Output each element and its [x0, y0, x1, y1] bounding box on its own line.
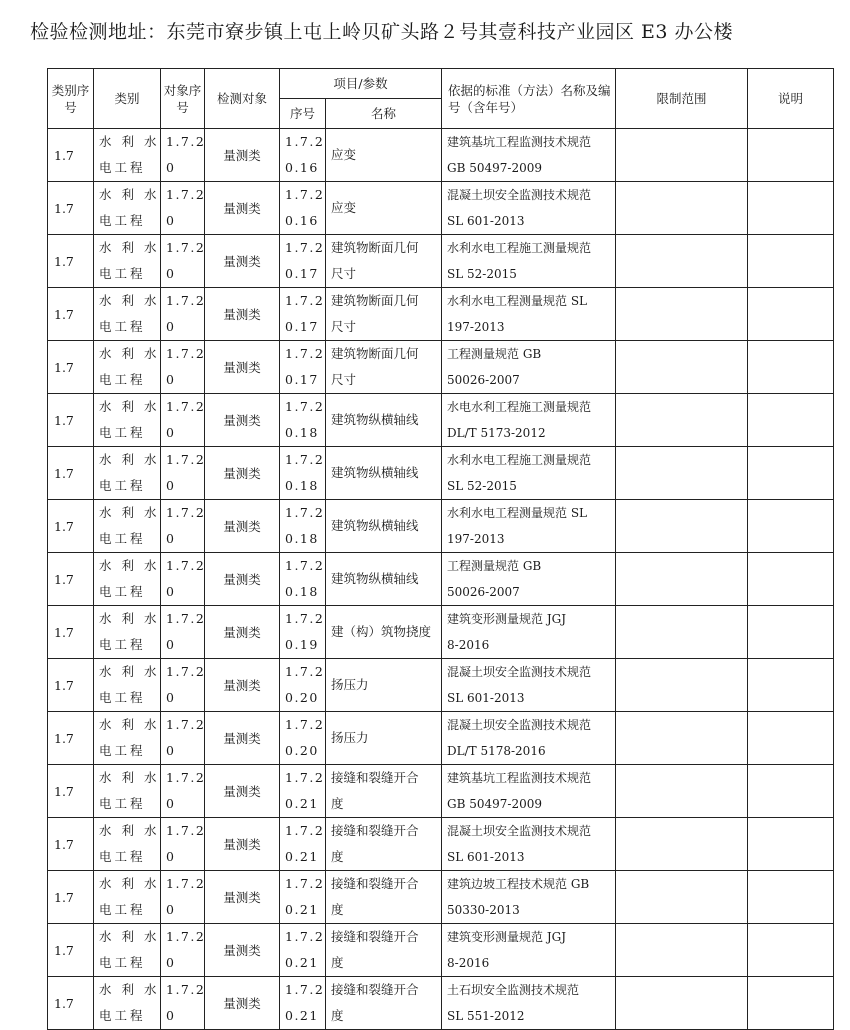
limit-cell [616, 341, 748, 394]
limit-cell [616, 606, 748, 659]
table-row [48, 765, 834, 818]
category-cell: 水 利 水 电工程 [94, 500, 161, 553]
note-cell [748, 288, 834, 341]
standard-cell: 混凝土坝安全监测技术规范 SL 601-2013 [442, 818, 616, 871]
header-object-seq: 对象序号 [161, 69, 205, 129]
limit-cell [616, 288, 748, 341]
object-seq-cell: 1.7.2 0 [161, 818, 205, 871]
object-cell: 量测类 [205, 235, 280, 288]
category-seq-cell: 1.7 [48, 818, 94, 871]
limit-cell [616, 871, 748, 924]
standard-cell: 混凝土坝安全监测技术规范 SL 601-2013 [442, 182, 616, 235]
table-row [48, 447, 834, 500]
object-cell: 量测类 [205, 712, 280, 765]
item-seq-cell: 1.7.2 0.16 [280, 129, 326, 182]
object-seq-cell: 1.7.2 0 [161, 182, 205, 235]
standard-cell: 建筑边坡工程技术规范 GB 50330-2013 [442, 871, 616, 924]
standard-cell: 建筑基坑工程监测技术规范 GB 50497-2009 [442, 129, 616, 182]
limit-cell [616, 182, 748, 235]
item-name-cell: 建筑物纵横轴线 [326, 553, 442, 606]
item-seq-cell: 1.7.2 0.21 [280, 765, 326, 818]
note-cell [748, 659, 834, 712]
note-cell [748, 553, 834, 606]
item-seq-cell: 1.7.2 0.17 [280, 341, 326, 394]
table-row [48, 924, 834, 977]
category-seq-cell: 1.7 [48, 871, 94, 924]
limit-cell [616, 818, 748, 871]
category-seq-cell: 1.7 [48, 341, 94, 394]
item-seq-cell: 1.7.2 0.21 [280, 977, 326, 1030]
category-seq-cell: 1.7 [48, 394, 94, 447]
table-row [48, 553, 834, 606]
object-seq-cell: 1.7.2 0 [161, 659, 205, 712]
category-cell: 水 利 水 电工程 [94, 659, 161, 712]
limit-cell [616, 924, 748, 977]
item-seq-cell: 1.7.2 0.21 [280, 818, 326, 871]
object-cell: 量测类 [205, 500, 280, 553]
note-cell [748, 606, 834, 659]
category-cell: 水 利 水 电工程 [94, 447, 161, 500]
object-seq-cell: 1.7.2 0 [161, 765, 205, 818]
note-cell [748, 394, 834, 447]
item-seq-cell: 1.7.2 0.21 [280, 924, 326, 977]
item-name-cell: 建筑物纵横轴线 [326, 447, 442, 500]
item-name-cell: 建筑物断面几何 尺寸 [326, 341, 442, 394]
category-seq-cell: 1.7 [48, 553, 94, 606]
category-cell: 水 利 水 电工程 [94, 394, 161, 447]
item-seq-cell: 1.7.2 0.17 [280, 235, 326, 288]
category-cell: 水 利 水 电工程 [94, 871, 161, 924]
object-seq-cell: 1.7.2 0 [161, 924, 205, 977]
item-name-cell: 接缝和裂缝开合 度 [326, 924, 442, 977]
item-seq-cell: 1.7.2 0.18 [280, 394, 326, 447]
standard-cell: 土石坝安全监测技术规范 SL 551-2012 [442, 977, 616, 1030]
item-seq-cell: 1.7.2 0.18 [280, 553, 326, 606]
item-seq-cell: 1.7.2 0.21 [280, 871, 326, 924]
category-seq-cell: 1.7 [48, 765, 94, 818]
object-cell: 量测类 [205, 341, 280, 394]
category-cell: 水 利 水 电工程 [94, 341, 161, 394]
item-name-cell: 扬压力 [326, 659, 442, 712]
item-name-cell: 接缝和裂缝开合 度 [326, 977, 442, 1030]
object-cell: 量测类 [205, 447, 280, 500]
note-cell [748, 500, 834, 553]
category-cell: 水 利 水 电工程 [94, 977, 161, 1030]
header-note: 说明 [748, 69, 834, 129]
category-seq-cell: 1.7 [48, 288, 94, 341]
note-cell [748, 712, 834, 765]
note-cell [748, 182, 834, 235]
note-cell [748, 765, 834, 818]
item-name-cell: 应变 [326, 129, 442, 182]
standard-cell: 水利水电工程测量规范 SL 197-2013 [442, 500, 616, 553]
object-seq-cell: 1.7.2 0 [161, 394, 205, 447]
object-cell: 量测类 [205, 182, 280, 235]
category-seq-cell: 1.7 [48, 924, 94, 977]
table-row [48, 394, 834, 447]
object-cell: 量测类 [205, 394, 280, 447]
item-seq-cell: 1.7.2 0.16 [280, 182, 326, 235]
capability-table [47, 68, 834, 1030]
table-row [48, 129, 834, 182]
object-seq-cell: 1.7.2 0 [161, 606, 205, 659]
item-seq-cell: 1.7.2 0.20 [280, 712, 326, 765]
object-cell: 量测类 [205, 288, 280, 341]
standard-cell: 水利水电工程测量规范 SL 197-2013 [442, 288, 616, 341]
category-cell: 水 利 水 电工程 [94, 553, 161, 606]
item-name-cell: 扬压力 [326, 712, 442, 765]
item-seq-cell: 1.7.2 0.18 [280, 447, 326, 500]
item-seq-cell: 1.7.2 0.17 [280, 288, 326, 341]
standard-cell: 混凝土坝安全监测技术规范 DL/T 5178-2016 [442, 712, 616, 765]
object-seq-cell: 1.7.2 0 [161, 500, 205, 553]
header-standard: 依据的标准（方法）名称及编号（含年号） [442, 69, 616, 129]
object-seq-cell: 1.7.2 0 [161, 288, 205, 341]
limit-cell [616, 977, 748, 1030]
object-seq-cell: 1.7.2 0 [161, 712, 205, 765]
category-seq-cell: 1.7 [48, 182, 94, 235]
category-cell: 水 利 水 电工程 [94, 129, 161, 182]
category-seq-cell: 1.7 [48, 500, 94, 553]
item-name-cell: 建筑物纵横轴线 [326, 500, 442, 553]
object-cell: 量测类 [205, 818, 280, 871]
header-item-seq: 序号 [280, 99, 326, 129]
item-name-cell: 接缝和裂缝开合 度 [326, 871, 442, 924]
standard-cell: 水利水电工程施工测量规范 SL 52-2015 [442, 447, 616, 500]
object-cell: 量测类 [205, 871, 280, 924]
category-cell: 水 利 水 电工程 [94, 235, 161, 288]
note-cell [748, 818, 834, 871]
item-name-cell: 应变 [326, 182, 442, 235]
object-seq-cell: 1.7.2 0 [161, 235, 205, 288]
table-row [48, 182, 834, 235]
limit-cell [616, 447, 748, 500]
object-seq-cell: 1.7.2 0 [161, 129, 205, 182]
item-name-cell: 建筑物断面几何 尺寸 [326, 235, 442, 288]
table-row [48, 871, 834, 924]
category-cell: 水 利 水 电工程 [94, 182, 161, 235]
standard-cell: 建筑变形测量规范 JGJ 8-2016 [442, 606, 616, 659]
header-category-seq: 类别序号 [48, 69, 94, 129]
note-cell [748, 235, 834, 288]
note-cell [748, 924, 834, 977]
object-seq-cell: 1.7.2 0 [161, 871, 205, 924]
item-name-cell: 接缝和裂缝开合 度 [326, 818, 442, 871]
object-cell: 量测类 [205, 924, 280, 977]
note-cell [748, 341, 834, 394]
category-cell: 水 利 水 电工程 [94, 712, 161, 765]
standard-cell: 建筑基坑工程监测技术规范 GB 50497-2009 [442, 765, 616, 818]
category-cell: 水 利 水 电工程 [94, 924, 161, 977]
note-cell [748, 977, 834, 1030]
limit-cell [616, 765, 748, 818]
category-seq-cell: 1.7 [48, 129, 94, 182]
table-row [48, 712, 834, 765]
table-row [48, 606, 834, 659]
object-cell: 量测类 [205, 659, 280, 712]
object-cell: 量测类 [205, 765, 280, 818]
object-cell: 量测类 [205, 553, 280, 606]
object-seq-cell: 1.7.2 0 [161, 977, 205, 1030]
table-row [48, 235, 834, 288]
object-seq-cell: 1.7.2 0 [161, 447, 205, 500]
object-seq-cell: 1.7.2 0 [161, 341, 205, 394]
object-cell: 量测类 [205, 129, 280, 182]
category-cell: 水 利 水 电工程 [94, 288, 161, 341]
object-cell: 量测类 [205, 606, 280, 659]
item-seq-cell: 1.7.2 0.18 [280, 500, 326, 553]
standard-cell: 水利水电工程施工测量规范 SL 52-2015 [442, 235, 616, 288]
limit-cell [616, 129, 748, 182]
category-seq-cell: 1.7 [48, 712, 94, 765]
limit-cell [616, 553, 748, 606]
category-seq-cell: 1.7 [48, 447, 94, 500]
header-item-name: 名称 [326, 99, 442, 129]
item-name-cell: 建筑物纵横轴线 [326, 394, 442, 447]
limit-cell [616, 659, 748, 712]
item-name-cell: 建（构）筑物挠度 [326, 606, 442, 659]
category-cell: 水 利 水 电工程 [94, 765, 161, 818]
header-category: 类别 [94, 69, 161, 129]
item-seq-cell: 1.7.2 0.20 [280, 659, 326, 712]
standard-cell: 水电水利工程施工测量规范 DL/T 5173-2012 [442, 394, 616, 447]
table-row [48, 818, 834, 871]
category-cell: 水 利 水 电工程 [94, 818, 161, 871]
table-row [48, 977, 834, 1030]
header-item-param: 项目/参数 [280, 69, 442, 99]
category-seq-cell: 1.7 [48, 977, 94, 1030]
limit-cell [616, 500, 748, 553]
object-seq-cell: 1.7.2 0 [161, 553, 205, 606]
note-cell [748, 447, 834, 500]
standard-cell: 建筑变形测量规范 JGJ 8-2016 [442, 924, 616, 977]
header-limit: 限制范围 [616, 69, 748, 129]
category-seq-cell: 1.7 [48, 235, 94, 288]
table-row [48, 659, 834, 712]
document-title: 检验检测地址：东莞市寮步镇上屯上岭贝矿头路２号其壹科技产业园区 E3 办公楼 [30, 21, 734, 43]
category-seq-cell: 1.7 [48, 606, 94, 659]
limit-cell [616, 394, 748, 447]
item-name-cell: 接缝和裂缝开合 度 [326, 765, 442, 818]
limit-cell [616, 712, 748, 765]
note-cell [748, 129, 834, 182]
table-row [48, 341, 834, 394]
category-cell: 水 利 水 电工程 [94, 606, 161, 659]
limit-cell [616, 235, 748, 288]
note-cell [748, 871, 834, 924]
standard-cell: 工程测量规范 GB 50026-2007 [442, 553, 616, 606]
table-row [48, 288, 834, 341]
object-cell: 量测类 [205, 977, 280, 1030]
item-name-cell: 建筑物断面几何 尺寸 [326, 288, 442, 341]
standard-cell: 混凝土坝安全监测技术规范 SL 601-2013 [442, 659, 616, 712]
table-body [48, 129, 834, 1030]
standard-cell: 工程测量规范 GB 50026-2007 [442, 341, 616, 394]
header-object: 检测对象 [205, 69, 280, 129]
category-seq-cell: 1.7 [48, 659, 94, 712]
table-row [48, 500, 834, 553]
item-seq-cell: 1.7.2 0.19 [280, 606, 326, 659]
